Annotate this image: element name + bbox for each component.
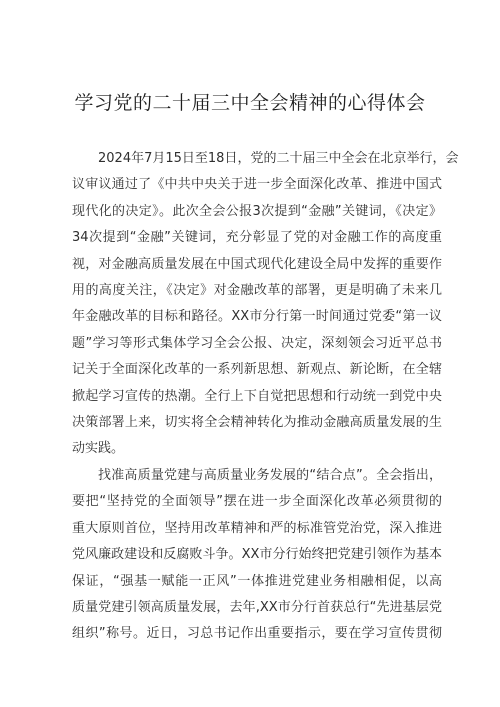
- document-body: [72, 146, 459, 648]
- text-line: 保证，“强基一赋能一正风”一体推进党建业务相融相促，以高: [72, 573, 442, 589]
- text-line: 要把“坚持党的全面领导”摆在进一步全面深化改革必须贯彻的: [72, 494, 442, 510]
- text-line: 党风廉政建设和反腐败斗争。XX市分行始终把党建引领作为基本: [72, 547, 442, 563]
- text-line: 掀起学习宣传的热潮。全行上下自觉把思想和行动统一到党中央: [72, 388, 442, 404]
- text-line: 动实践。: [72, 441, 125, 457]
- text-line: 决策部署上来，切实将全会精神转化为推动金融高质量发展的生: [72, 415, 442, 431]
- document-title: 学习党的二十届三中全会精神的心得体会: [74, 92, 426, 114]
- text-line: 视，对金融高质量发展在中国式现代化建设全局中发挥的重要作: [72, 256, 442, 272]
- text-line: 现代化的决定》。此次全会公报3次提到“金融”关键词，《决定》: [72, 203, 442, 219]
- text-line: 用的高度关注，《决定》对金融改革的部署，更是明确了未来几: [72, 283, 442, 299]
- text-line: 34次提到“金融”关键词，充分彰显了党的对金融工作的高度重: [72, 230, 442, 246]
- text-line: 重大原则首位，坚持用改革精神和严的标准管党治党，深入推进: [72, 520, 442, 536]
- text-line: 找准高质量党建与高质量业务发展的“结合点”。全会指出，: [98, 467, 442, 483]
- text-line: 题”学习等形式集体学习全会公报、决定，深刻领会习近平总书: [72, 335, 442, 351]
- text-line: 质量党建引领高质量发展，去年,XX市分行首获总行“先进基层党: [72, 599, 442, 615]
- text-line: 记关于全面深化改革的一系列新思想、新观点、新论断，在全辖: [72, 362, 442, 378]
- paragraph-1: [72, 146, 459, 463]
- text-line: 议审议通过了《中共中央关于进一步全面深化改革、推进中国式: [72, 177, 442, 193]
- paragraph-2: [72, 463, 442, 648]
- text-line: 年金融改革的目标和路径。XX市分行第一时间通过党委“第一议: [72, 309, 442, 325]
- text-line: 组织”称号。近日，习总书记作出重要指示，要在学习宣传贯彻: [72, 626, 442, 642]
- text-line: 2024年7月15日至18日，党的二十届三中全会在北京举行，会: [98, 151, 459, 166]
